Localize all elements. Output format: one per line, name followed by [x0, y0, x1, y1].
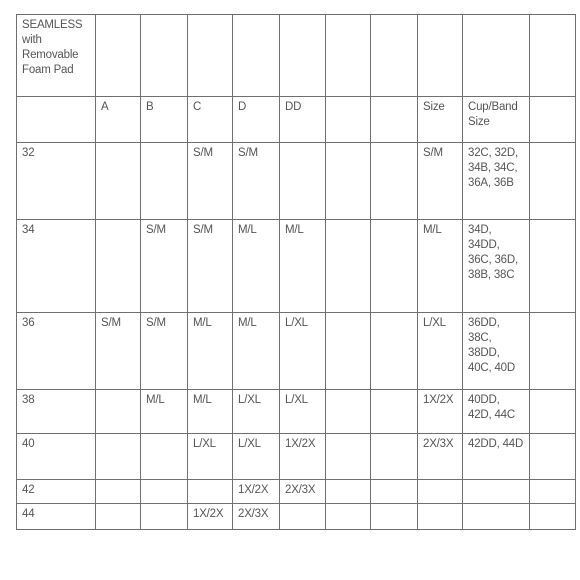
- size-cell: L/XL: [233, 434, 280, 480]
- size-cell: [371, 480, 418, 504]
- size-cell: 1X/2X: [418, 390, 463, 434]
- size-cell: [371, 313, 418, 390]
- table-row: [17, 390, 576, 434]
- header-cell-cup-b: B: [141, 97, 188, 143]
- cup-header-row: [17, 97, 576, 143]
- blank-cell: [141, 15, 188, 97]
- size-cell: [418, 480, 463, 504]
- size-cell: [371, 434, 418, 480]
- size-cell: [326, 434, 371, 480]
- size-cell: M/L: [280, 220, 326, 313]
- size-cell: S/M: [418, 143, 463, 220]
- size-cell: [530, 480, 576, 504]
- size-cell: [371, 143, 418, 220]
- size-cell: M/L: [141, 390, 188, 434]
- size-cell: [326, 143, 371, 220]
- size-cell: [371, 220, 418, 313]
- size-cell: L/XL: [188, 434, 233, 480]
- size-cell: 34D, 34DD, 36C, 36D, 38B, 38C: [463, 220, 530, 313]
- size-cell: [371, 504, 418, 530]
- size-cell: [96, 143, 141, 220]
- size-cell: S/M: [188, 220, 233, 313]
- size-cell: [96, 480, 141, 504]
- size-cell: [530, 220, 576, 313]
- header-cell-cup-dd: DD: [280, 97, 326, 143]
- band-size-cell: 42: [17, 480, 96, 504]
- header-cell-cup-band-size: Cup/Band Size: [463, 97, 530, 143]
- size-cell: [530, 504, 576, 530]
- size-chart-table: [16, 14, 576, 530]
- size-cell: [141, 504, 188, 530]
- size-cell: S/M: [96, 313, 141, 390]
- size-cell: [96, 390, 141, 434]
- band-size-cell: 44: [17, 504, 96, 530]
- header-cell: [530, 97, 576, 143]
- size-cell: L/XL: [233, 390, 280, 434]
- size-cell: 2X/3X: [280, 480, 326, 504]
- size-cell: M/L: [188, 390, 233, 434]
- size-cell: [530, 313, 576, 390]
- size-cell: [371, 390, 418, 434]
- size-cell: 32C, 32D, 34B, 34C, 36A, 36B: [463, 143, 530, 220]
- band-size-cell: 34: [17, 220, 96, 313]
- size-cell: [280, 504, 326, 530]
- header-cell-cup-c: C: [188, 97, 233, 143]
- size-cell: [326, 504, 371, 530]
- table-row: [17, 434, 576, 480]
- size-cell: [418, 504, 463, 530]
- table-row: [17, 143, 576, 220]
- size-cell: 1X/2X: [233, 480, 280, 504]
- size-cell: M/L: [233, 220, 280, 313]
- size-cell: [530, 434, 576, 480]
- size-cell: 42DD, 44D: [463, 434, 530, 480]
- size-cell: [96, 434, 141, 480]
- blank-cell: [280, 15, 326, 97]
- size-cell: [326, 220, 371, 313]
- header-cell-cup-a: A: [96, 97, 141, 143]
- size-cell: [463, 480, 530, 504]
- size-cell: [96, 220, 141, 313]
- size-cell: 2X/3X: [418, 434, 463, 480]
- blank-cell: [326, 15, 371, 97]
- band-size-cell: 40: [17, 434, 96, 480]
- size-chart-sheet: [16, 14, 575, 530]
- band-size-cell: 32: [17, 143, 96, 220]
- size-cell: [530, 390, 576, 434]
- size-cell: M/L: [188, 313, 233, 390]
- size-cell: [141, 143, 188, 220]
- size-cell: 2X/3X: [233, 504, 280, 530]
- size-cell: [141, 480, 188, 504]
- table-row: [17, 220, 576, 313]
- blank-cell: [188, 15, 233, 97]
- size-cell: S/M: [141, 313, 188, 390]
- band-size-cell: 38: [17, 390, 96, 434]
- header-cell: [326, 97, 371, 143]
- header-cell: [17, 97, 96, 143]
- size-cell: S/M: [188, 143, 233, 220]
- title-row: [17, 15, 576, 97]
- table-title: SEAMLESS with Removable Foam Pad: [17, 15, 96, 97]
- blank-cell: [463, 15, 530, 97]
- size-cell: [326, 480, 371, 504]
- size-cell: L/XL: [418, 313, 463, 390]
- size-cell: [96, 504, 141, 530]
- size-cell: [326, 390, 371, 434]
- table-row: [17, 504, 576, 530]
- size-cell: [188, 480, 233, 504]
- blank-cell: [96, 15, 141, 97]
- size-cell: [463, 504, 530, 530]
- size-cell: S/M: [141, 220, 188, 313]
- size-cell: L/XL: [280, 313, 326, 390]
- blank-cell: [233, 15, 280, 97]
- size-cell: [280, 143, 326, 220]
- size-chart-body: [17, 15, 576, 530]
- size-cell: [326, 313, 371, 390]
- header-cell: [371, 97, 418, 143]
- size-cell: [530, 143, 576, 220]
- size-cell: 40DD, 42D, 44C: [463, 390, 530, 434]
- table-row: [17, 313, 576, 390]
- size-cell: L/XL: [280, 390, 326, 434]
- header-cell-size: Size: [418, 97, 463, 143]
- header-cell-cup-d: D: [233, 97, 280, 143]
- size-cell: [141, 434, 188, 480]
- size-cell: M/L: [418, 220, 463, 313]
- blank-cell: [418, 15, 463, 97]
- blank-cell: [371, 15, 418, 97]
- size-cell: 1X/2X: [188, 504, 233, 530]
- size-cell: 1X/2X: [280, 434, 326, 480]
- size-cell: M/L: [233, 313, 280, 390]
- size-cell: S/M: [233, 143, 280, 220]
- band-size-cell: 36: [17, 313, 96, 390]
- size-cell: 36DD, 38C, 38DD, 40C, 40D: [463, 313, 530, 390]
- blank-cell: [530, 15, 576, 97]
- table-row: [17, 480, 576, 504]
